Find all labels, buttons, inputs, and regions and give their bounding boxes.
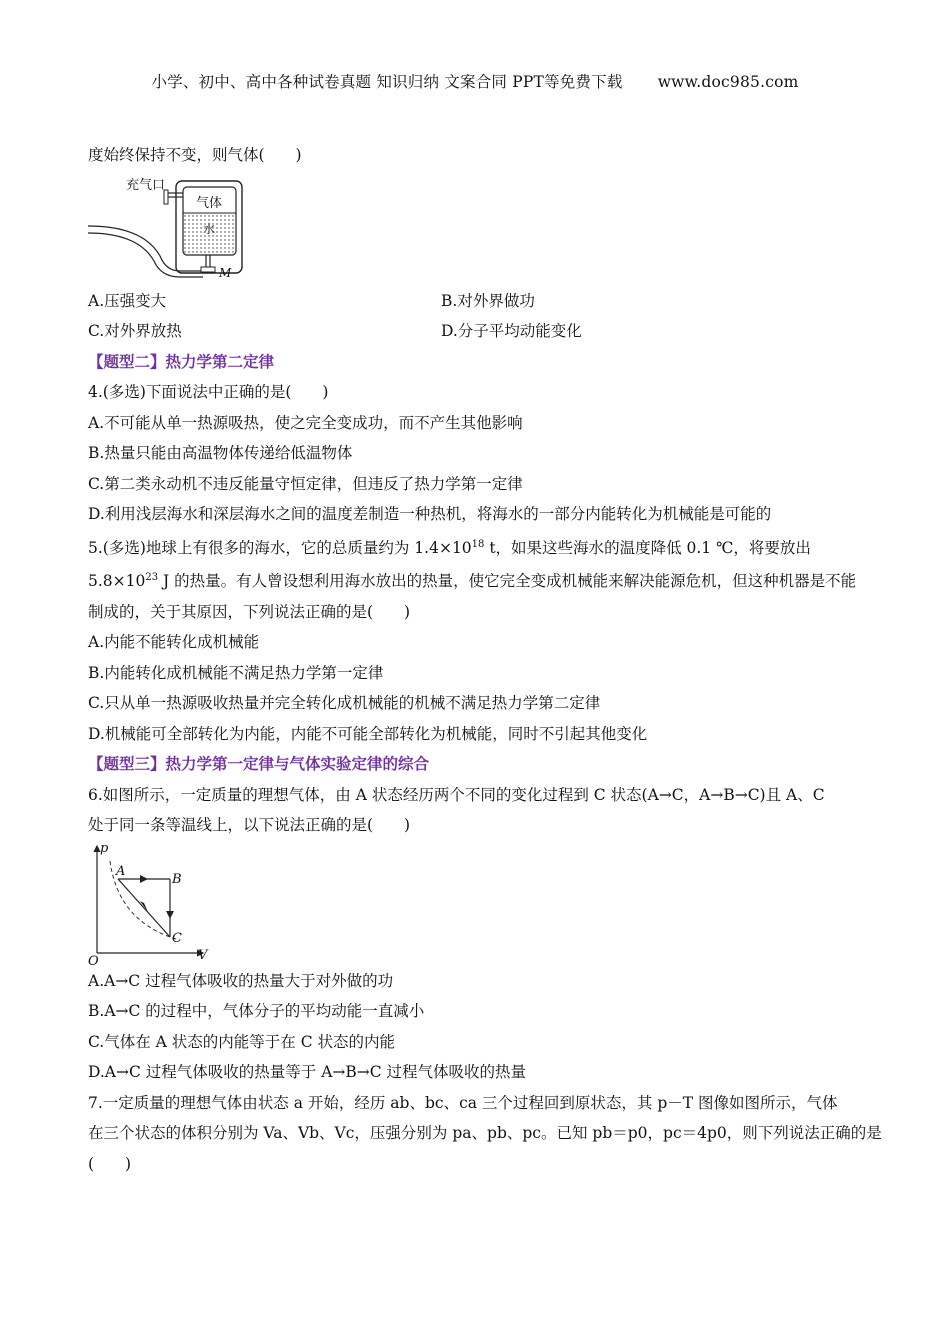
q6-option-b: B.A→C 的过程中，气体分子的平均动能一直减小 [88,1002,425,1021]
q5-option-c: C.只从单一热源吸收热量并完全转化成机械能的机械不满足热力学第二定律 [88,694,601,713]
q5-stem-part1: 5.(多选)地球上有很多的海水，它的总质量约为 1.4×10 [88,538,472,557]
q5-option-a: A.内能不能转化成机械能 [88,633,260,652]
q6-stem-line1: 6.如图所示，一定质量的理想气体，由 A 状态经历两个不同的变化过程到 C 状态(A→C，A→B→C)且 A、C [88,785,825,804]
header-text: 小学、初中、高中各种试卷真题 知识归纳 文案合同 PPT等免费下载 [151,73,623,91]
q3-option-c: C.对外界放热 [88,322,182,340]
q5-stem-part2: t，如果这些海水的温度降低 0.1 ℃，将要放出 5.8×10 [88,538,811,591]
q6-option-d: D.A→C 过程气体吸收的热量等于 A→B→C 过程气体吸收的热量 [88,1063,527,1082]
q5-exp2: 23 [145,572,159,584]
section2-heading: 【题型二】热力学第二定律 [88,351,275,371]
q4-option-a: A.不可能从单一热源吸热，使之完全变成功，而不产生其他影响 [88,413,523,432]
q6-option-c: C.气体在 A 状态的内能等于在 C 状态的内能 [88,1032,395,1051]
label-p: p [100,840,109,856]
valve-m [201,267,215,272]
section3-heading: 【题型三】热力学第一定律与气体实验定律的综合 [88,754,430,774]
label-inlet: 充气口 [126,177,166,193]
label-b: B [172,871,182,887]
q5-option-d: D.机械能可全部转化为内能，内能不可能全部转化为机械能，同时不引起其他变化 [88,724,648,743]
label-water: 水 [203,221,216,236]
q6-option-a: A.A→C 过程气体吸收的热量大于对外做的功 [88,971,394,990]
label-v: V [198,947,208,963]
q5-stem [88,530,866,628]
q3-option-a: A.压强变大 [88,291,167,310]
q5-exp1: 18 [471,538,485,550]
q5-option-b: B.内能转化成机械能不满足热力学第一定律 [88,663,384,682]
q5-stem-part3: J 的热量。有人曾设想利用海水放出的热量，使它完全变成机械能来解决能源危机，但这种机器是不能制成的，关于其原因，下列说法正确的是( ) [88,572,857,621]
process-ac [118,879,170,937]
label-c: C [172,930,182,946]
q3-options-row2 [88,316,866,347]
q4-stem: 4.(多选)下面说法中正确的是( ) [88,383,329,401]
header-site: www.doc985.com [657,73,799,91]
q6-pv-graph [88,841,228,966]
q7-stem-line2: 在三个状态的体积分别为 Va、Vb、Vc，压强分别为 pa、pb、pc。已知 pb＝p0，pc＝4p0，则下列说法正确的是 [88,1124,882,1143]
q3-option-b: B.对外界做功 [441,291,535,310]
document-body [88,140,882,1179]
q7-stem-line1: 7.一定质量的理想气体由状态 a 开始，经历 ab、bc、ca 三个过程回到原状态，其 p－T 图像如图所示，气体 [88,1093,838,1112]
label-gas: 气体 [196,195,223,211]
q3-option-d: D.分子平均动能变化 [441,322,582,340]
label-a: A [116,863,126,879]
q4-option-d: D.利用浅层海水和深层海水之间的温度差制造一种热机，将海水的一部分内能转化为机械能是可能的 [88,505,772,523]
q3-container-figure [88,171,288,286]
q4-option-b: B.热量只能由高温物体传递给低温物体 [88,444,353,462]
label-o: O [88,953,99,966]
q3-stem-tail: 度始终保持不变，则气体( ) [88,146,302,164]
q3-options-row1 [88,286,866,317]
label-valve: M [219,265,232,280]
q6-stem-line2: 处于同一条等温线上，以下说法正确的是( ) [88,816,411,835]
page-header [0,70,950,92]
q7-stem-line3: ( ) [88,1154,132,1173]
q4-option-c: C.第二类永动机不违反能量守恒定律，但违反了热力学第一定律 [88,474,523,493]
